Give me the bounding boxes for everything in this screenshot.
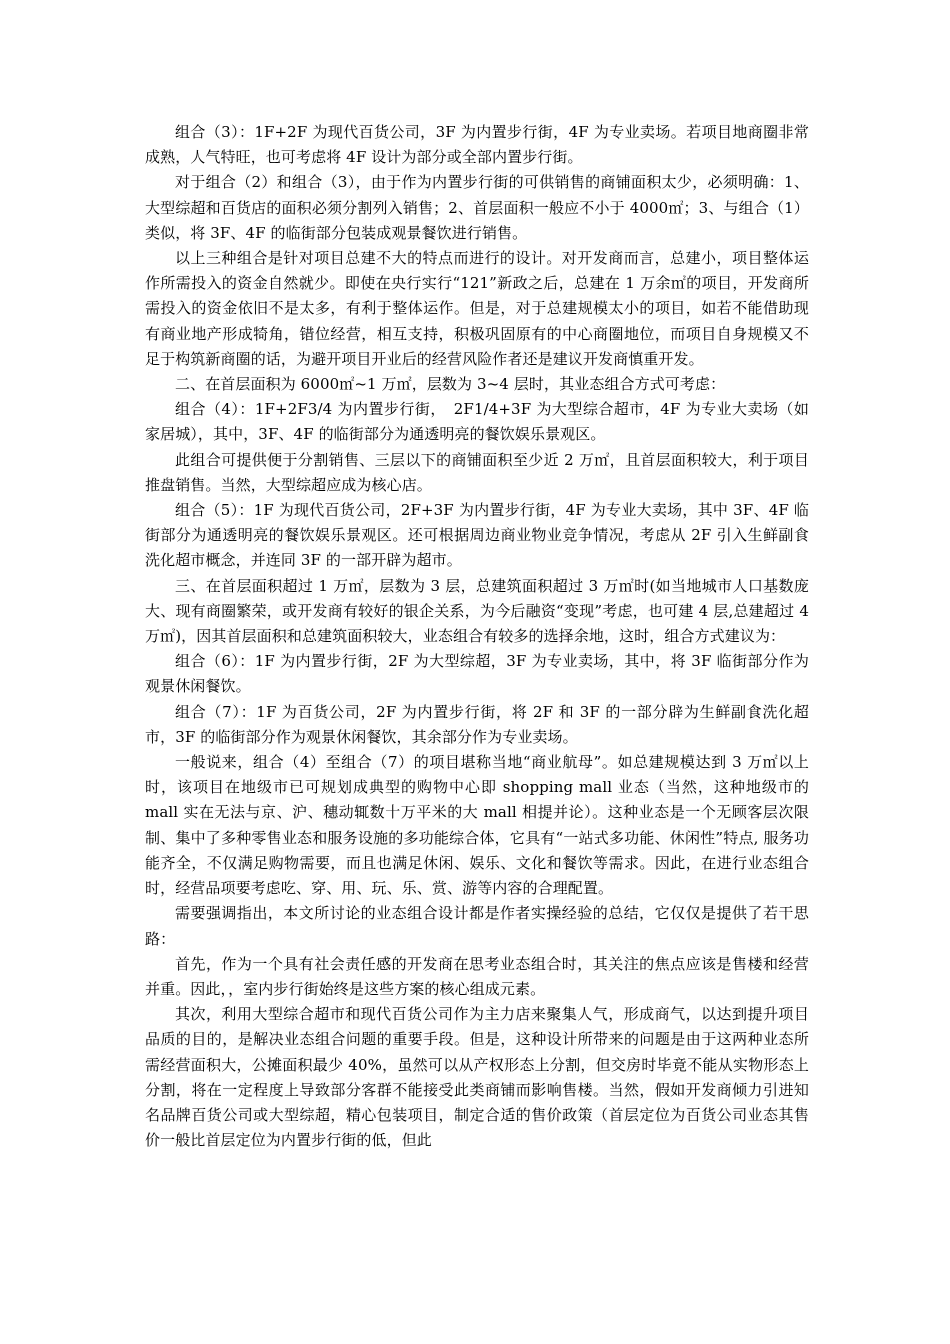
paragraph-section-two-heading: 二、在首层面积为 6000㎡~1 万㎡，层数为 3~4 层时，其业态组合方式可考虑： — [175, 375, 726, 394]
paragraph-emphasis-intro: 需要强调指出，本文所讨论的业态组合设计都是作者实操经验的总结，它仅仅是提供了若干思路： — [145, 904, 809, 948]
paragraph-combination-6: 组合（6）：1F 为内置步行街，2F 为大型综超，3F 为专业卖场，其中，将 3F 临街部分作为观景休闲餐饮。 — [145, 652, 809, 696]
paragraph-combination-5: 组合（5）：1F 为现代百货公司，2F+3F 为内置步行街，4F 为专业大卖场，其中 3F、4F 临街部分为通透明亮的餐饮娱乐景观区。还可根据周边商业物业竞争情况，考虑从 2F 引入生鲜副食洗化超市概念，并连同 3F 的一部开辟为超市。 — [145, 501, 809, 570]
paragraph-combination-4: 组合（4）：1F+2F3/4 为内置步行街， 2F1/4+3F 为大型综合超市，4F 为专业大卖场（如家居城），其中，3F、4F 的临街部分为通透明亮的餐饮娱乐景观区。 — [145, 400, 809, 444]
document-body — [145, 120, 809, 1153]
paragraph-small-project-analysis: 以上三种组合是针对项目总建不大的特点而进行的设计。对开发商而言，总建小，项目整体运作所需投入的资金自然就少。即使在央行实行“121”新政之后，总建在 1 万余㎡的项目，开发商所需投入的资金依旧不是太多，有利于整体运作。但是，对于总建规模太小的项目，如若不能借助现有商业地产形成犄角，错位经营，相互支持，积极巩固原有的中心商圈地位，而项目自身规模又不足于构筑新商圈的话，为避开项目开业后的经营风险作者还是建议开发商慎重开发。 — [145, 249, 809, 368]
paragraph-combination-3: 组合（3）：1F+2F 为现代百货公司，3F 为内置步行街，4F 为专业卖场。若项目地商圈非常成熟，人气特旺，也可考虑将 4F 设计为部分或全部内置步行街。 — [145, 123, 809, 167]
paragraph-section-three-heading: 三、在首层面积超过 1 万㎡，层数为 3 层，总建筑面积超过 3 万㎡时(如当地城市人口基数庞大、现有商圈繁荣，或开发商有较好的银企关系，为今后融资“变现”考虑，也可建 4 层,总建超过 4 万㎡)，因其首层面积和总建筑面积较大，业态组合有较多的选择余地，这时，组合方式建议为： — [145, 576, 809, 646]
paragraph-second-point: 其次，利用大型综合超市和现代百货公司作为主力店来聚集人气，形成商气，以达到提升项目品质的目的，是解决业态组合问题的重要手段。但是，这种设计所带来的问题是由于这两种业态所需经营面积大，公摊面积最少 40%，虽然可以从产权形态上分割，但交房时毕竟不能从实物形态上分割，将在一定程度上导致部分客群不能接受此类商铺而影响售楼。当然，假如开发商倾力引进知名品牌百货公司或大型综超，精心包装项目，制定合适的售价政策（首层定位为百货公司业态其售价一般比首层定位为内置步行街的低，但此 — [145, 1005, 809, 1150]
paragraph-combination-7: 组合（7）：1F 为百货公司，2F 为内置步行街，将 2F 和 3F 的一部分辟为生鲜副食洗化超市，3F 的临街部分作为观景休闲餐饮，其余部分作为专业卖场。 — [145, 702, 809, 746]
paragraph-combination-4-notes: 此组合可提供便于分割销售、三层以下的商铺面积至少近 2 万㎡，且首层面积较大，利于项目推盘销售。当然，大型综超应成为核心店。 — [145, 450, 809, 494]
paragraph-first-point: 首先，作为一个具有社会责任感的开发商在思考业态组合时，其关注的焦点应该是售楼和经营并重。因此，，室内步行街始终是这些方案的核心组成元素。 — [145, 954, 809, 998]
paragraph-shopping-mall: 一般说来，组合（4）至组合（7）的项目堪称当地“商业航母”。如总建规模达到 3 万㎡以上时，该项目在地级市已可规划成典型的购物中心即 shopping mall 业态（当然，这种地级市的 mall 实在无法与京、沪、穗动辄数十万平米的大 mall 相提并论）。这种业态是一个无顾客层次限制、集中了多种零售业态和服务设施的多功能综合体，它具有“一站式多功能、休闲性”特点, 服务功能齐全，不仅满足购物需要，而且也满足休闲、娱乐、文化和餐饮等需求。因此，在进行业态组合时，经营品项要考虑吃、穿、用、玩、乐、赏、游等内容的合理配置。 — [145, 753, 809, 898]
paragraph-combination-2-3-requirements: 对于组合（2）和组合（3），由于作为内置步行街的可供销售的商铺面积太少，必须明确：1、大型综超和百货店的面积必须分割列入销售；2、首层面积一般应不小于 4000㎡；3、与组合（1）类似，将 3F、4F 的临街部分包装成观景餐饮进行销售。 — [145, 173, 809, 242]
